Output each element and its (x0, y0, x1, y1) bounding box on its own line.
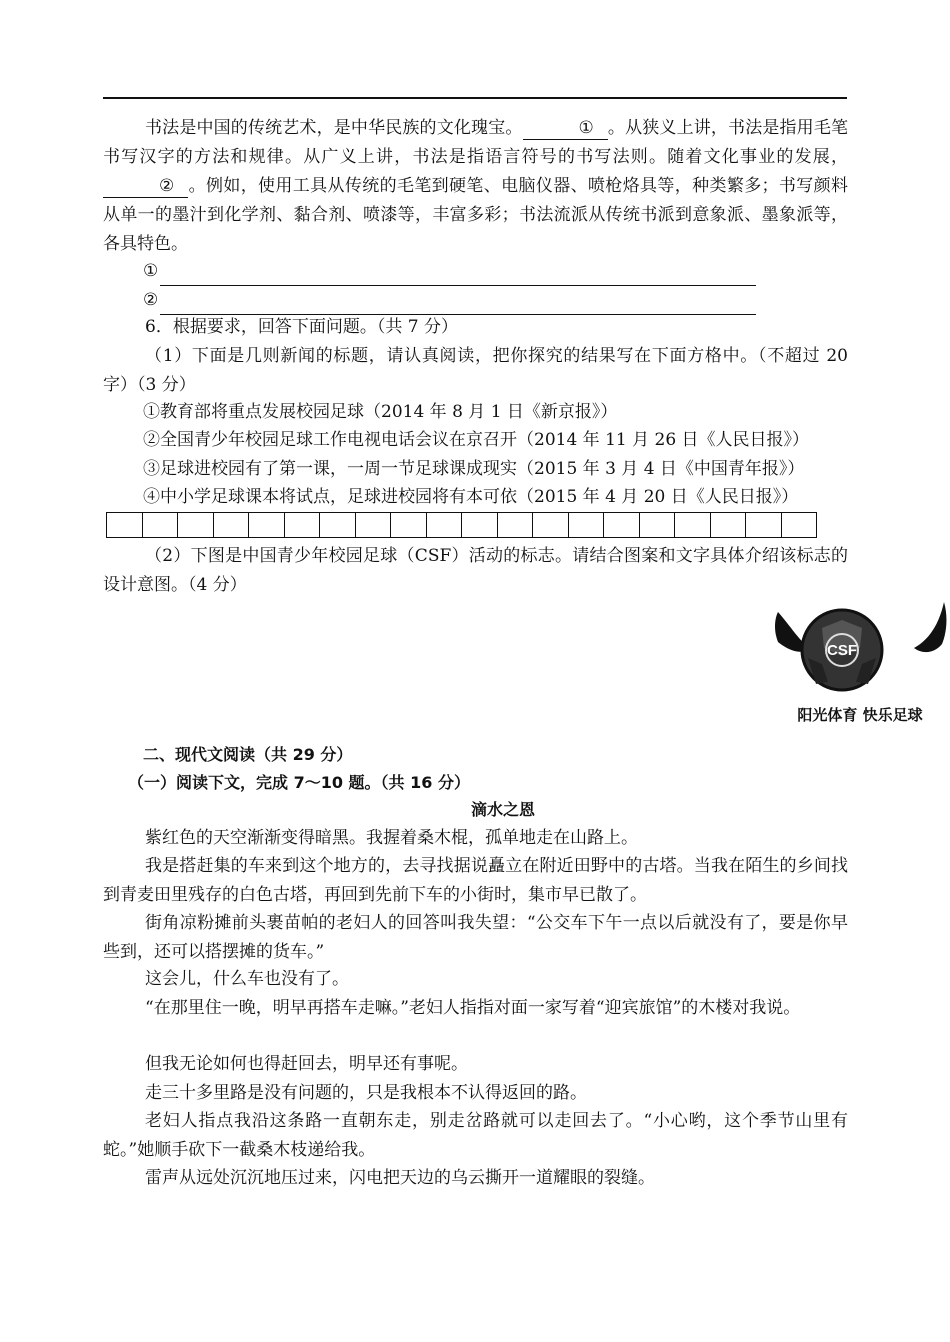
q6-title: 6．根据要求，回答下面问题。（共 7 分） (145, 317, 458, 337)
story-paragraph: 紫红色的天空渐渐变得暗黑。我握着桑木棍，孤单地走在山路上。 (145, 828, 638, 848)
grid-cell[interactable] (214, 512, 250, 538)
answer-line-2[interactable]: ② (143, 286, 756, 315)
grid-cell[interactable] (746, 512, 782, 538)
grid-cell[interactable] (249, 512, 285, 538)
calligraphy-passage: 书法是中国的传统艺术，是中华民族的文化瑰宝。 ① 。从狭义上讲，书法是指用毛笔书写汉字的方法和规律。从广义上讲，书法是指语言符号的书写法则。随着文化事业的发展，② 。例如，使用工具从传统的毛笔到硬笔、电脑仪器、喷枪烙具等，种类繁多；书写颜料从单一的墨汁到化学剂、黏合剂、喷漆等，丰富多彩；书法流派从传统书派到意象派、墨象派等，各具特色。 (103, 118, 849, 254)
grid-cell[interactable] (640, 512, 676, 538)
grid-cell[interactable] (143, 512, 179, 538)
headline-2: ②全国青少年校园足球工作电视电话会议在京召开（2014 年 11 月 26 日《人民日报》） (143, 430, 810, 450)
grid-cell[interactable] (107, 512, 143, 538)
grid-cell[interactable] (498, 512, 534, 538)
grid-cell[interactable] (462, 512, 498, 538)
top-rule (103, 97, 847, 99)
story-paragraph: 走三十多里路是没有问题的，只是我根本不认得返回的路。 (145, 1083, 587, 1103)
logo-ball-text: CSF (827, 642, 857, 659)
answer-grid[interactable] (106, 512, 817, 538)
story-paragraph: 街角凉粉摊前头裹苗帕的老妇人的回答叫我失望：“公交车下午一点以后就没有了，要是你早些到，还可以搭摆摊的货车。” (103, 913, 848, 962)
grid-cell[interactable] (569, 512, 605, 538)
q6-sub1: （1）下面是几则新闻的标题，请认真阅读，把你探究的结果写在下面方格中。（不超过 20 字）（3 分） (103, 346, 848, 395)
story-paragraph: 雷声从远处沉沉地压过来，闪电把天边的乌云撕开一道耀眼的裂缝。 (145, 1168, 655, 1188)
grid-cell[interactable] (782, 512, 818, 538)
answer-line-1[interactable]: ① (143, 257, 756, 286)
grid-cell[interactable] (604, 512, 640, 538)
headline-1: ①教育部将重点发展校园足球（2014 年 8 月 1 日《新京报》） (143, 402, 618, 422)
grid-cell[interactable] (427, 512, 463, 538)
grid-cell[interactable] (391, 512, 427, 538)
grid-cell[interactable] (356, 512, 392, 538)
logo-right-wing (914, 602, 946, 652)
story-paragraph: “在那里住一晚，明早再搭车走嘛。”老妇人指指对面一家写着“迎宾旅馆”的木楼对我说。 (145, 998, 801, 1018)
q6-sub2: （2）下图是中国青少年校园足球（CSF）活动的标志。请结合图案和文字具体介绍该标志的设计意图。（4 分） (103, 546, 848, 595)
story-paragraph: 这会儿，什么车也没有了。 (145, 969, 349, 989)
headline-3: ③足球进校园有了第一课，一周一节足球课成现实（2015 年 3 月 4 日《中国青年报》） (143, 459, 805, 479)
section2-subheading: （一）阅读下文，完成 7～10 题。（共 16 分） (128, 773, 470, 792)
story-title: 滴水之恩 (470, 800, 535, 819)
section2-heading: 二、现代文阅读（共 29 分） (143, 745, 353, 764)
grid-cell[interactable] (533, 512, 569, 538)
blank-1: ① (523, 117, 608, 140)
csf-logo (772, 598, 948, 728)
headline-4: ④中小学足球课本将试点，足球进校园将有本可依（2015 年 4 月 20 日《人民日报》） (143, 487, 799, 507)
grid-cell[interactable] (285, 512, 321, 538)
grid-cell[interactable] (675, 512, 711, 538)
grid-cell[interactable] (711, 512, 747, 538)
grid-cell[interactable] (320, 512, 356, 538)
logo-slogan: 阳光体育 快乐足球 (797, 706, 923, 724)
story-paragraph: 老妇人指点我沿这条路一直朝东走，别走岔路就可以走回去了。“小心哟，这个季节山里有蛇。”她顺手砍下一截桑木枝递给我。 (103, 1111, 848, 1160)
story-paragraph: 但我无论如何也得赶回去，明早还有事呢。 (145, 1054, 468, 1074)
blank-2: ② (103, 175, 188, 198)
grid-cell[interactable] (178, 512, 214, 538)
story-paragraph: 我是搭赶集的车来到这个地方的，去寻找据说矗立在附近田野中的古塔。当我在陌生的乡间找到青麦田里残存的白色古塔，再回到先前下车的小街时，集市早已散了。 (103, 856, 848, 905)
